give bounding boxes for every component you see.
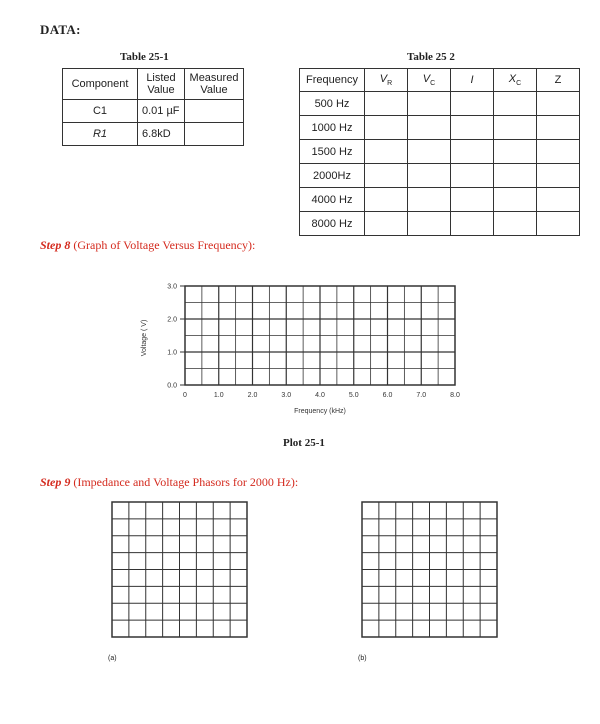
data-cell[interactable]: [537, 92, 580, 116]
plot-y-ticks: [167, 284, 185, 390]
data-cell[interactable]: [494, 212, 537, 236]
plot-x-ticks: [183, 392, 460, 399]
data-cell[interactable]: [365, 92, 408, 116]
data-cell[interactable]: [408, 164, 451, 188]
step8-text: (Graph of Voltage Versus Frequency):: [73, 238, 256, 252]
data-cell[interactable]: [365, 140, 408, 164]
data-cell[interactable]: [408, 212, 451, 236]
component-cell: R1: [63, 123, 138, 146]
data-cell[interactable]: [537, 140, 580, 164]
data-cell[interactable]: [451, 212, 494, 236]
page-heading: DATA:: [40, 22, 81, 37]
data-cell[interactable]: [365, 164, 408, 188]
step9-instruction: [40, 475, 298, 490]
frequency-header: Frequency: [300, 69, 365, 92]
frequency-cell: 8000 Hz: [300, 212, 365, 236]
x-tick-label: 0: [183, 392, 187, 399]
x-tick-label: 3.0: [281, 392, 292, 399]
y-tick-label: 0.0: [167, 382, 177, 390]
data-cell[interactable]: [451, 140, 494, 164]
x-tick-label: 2.0: [247, 392, 258, 399]
table-row: [300, 212, 580, 236]
table-row: [300, 140, 580, 164]
x-tick-label: 6.0: [382, 392, 393, 399]
impedance-header: Z: [537, 69, 580, 92]
frequency-cell: 2000Hz: [300, 164, 365, 188]
y-tick-label: 2.0: [167, 316, 177, 324]
component-header: Component: [63, 69, 138, 100]
y-tick-label: 3.0: [167, 283, 177, 291]
table2-header-row: [300, 69, 580, 92]
data-cell[interactable]: [537, 212, 580, 236]
measured-value-header: Measured Value: [185, 69, 244, 100]
plot-x-label: Frequency (kHz): [294, 408, 346, 415]
listed-value-cell: 0.01 µF: [138, 100, 185, 123]
table-row: [300, 164, 580, 188]
data-cell[interactable]: [408, 116, 451, 140]
data-cell[interactable]: [408, 188, 451, 212]
table1-header-row: [63, 69, 244, 100]
frequency-cell: 1500 Hz: [300, 140, 365, 164]
frequency-cell: 500 Hz: [300, 92, 365, 116]
table-row: [300, 92, 580, 116]
voltage-phasor-grid[interactable]: [360, 500, 500, 640]
component-cell: C1: [63, 100, 138, 123]
step9-text: (Impedance and Voltage Phasors for 2000 Hz):: [73, 475, 299, 489]
listed-value-cell: 6.8kD: [138, 123, 185, 146]
table2-caption: Table 25 2: [407, 51, 455, 63]
plot-y-label: Voltage ( V): [141, 319, 148, 357]
phasor-label-b: (b): [358, 655, 367, 662]
data-cell[interactable]: [451, 92, 494, 116]
plot-grid: [185, 286, 455, 385]
x-tick-label: 7.0: [416, 392, 427, 399]
vc-header: $V_C$: [408, 69, 451, 92]
data-cell[interactable]: [494, 164, 537, 188]
data-cell[interactable]: [408, 140, 451, 164]
measured-value-cell[interactable]: [185, 100, 244, 123]
x-tick-label: 5.0: [348, 392, 359, 399]
component-table: [62, 68, 244, 146]
data-cell[interactable]: [408, 92, 451, 116]
phasor-label-a: (a): [108, 655, 117, 662]
table-row: [300, 188, 580, 212]
table-row: [63, 100, 244, 123]
data-cell[interactable]: [494, 92, 537, 116]
plot-caption: Plot 25-1: [283, 437, 325, 449]
listed-value-header: Listed Value: [138, 69, 185, 100]
data-cell[interactable]: [451, 116, 494, 140]
frequency-cell: 1000 Hz: [300, 116, 365, 140]
current-header: I: [451, 69, 494, 92]
y-tick-label: 1.0: [167, 349, 177, 357]
table-row: [300, 116, 580, 140]
frequency-cell: 4000 Hz: [300, 188, 365, 212]
data-cell[interactable]: [494, 140, 537, 164]
x-tick-label: 8.0: [450, 392, 460, 399]
data-cell[interactable]: [494, 116, 537, 140]
table1-caption: Table 25-1: [120, 51, 169, 63]
phasor-grid-lines-b: [362, 502, 497, 637]
x-tick-label: 1.0: [213, 392, 224, 399]
step8-instruction: [40, 238, 255, 253]
frequency-table: [299, 68, 580, 236]
xc-header: $X_C$: [494, 69, 537, 92]
data-cell[interactable]: [451, 188, 494, 212]
impedance-phasor-grid[interactable]: [110, 500, 250, 640]
data-cell[interactable]: [451, 164, 494, 188]
data-cell[interactable]: [494, 188, 537, 212]
step9-label: Step 9: [40, 475, 71, 489]
data-cell[interactable]: [365, 116, 408, 140]
data-cell[interactable]: [365, 212, 408, 236]
measured-value-cell[interactable]: [185, 123, 244, 146]
vr-header: $V_R$: [365, 69, 408, 92]
voltage-frequency-plot: [130, 276, 480, 416]
x-tick-label: 4.0: [315, 392, 325, 399]
step8-label: Step 8: [40, 238, 71, 252]
phasor-grid-lines-a: [112, 502, 247, 637]
table-row: [63, 123, 244, 146]
data-cell[interactable]: [537, 116, 580, 140]
data-cell[interactable]: [537, 164, 580, 188]
data-cell[interactable]: [365, 188, 408, 212]
data-cell[interactable]: [537, 188, 580, 212]
